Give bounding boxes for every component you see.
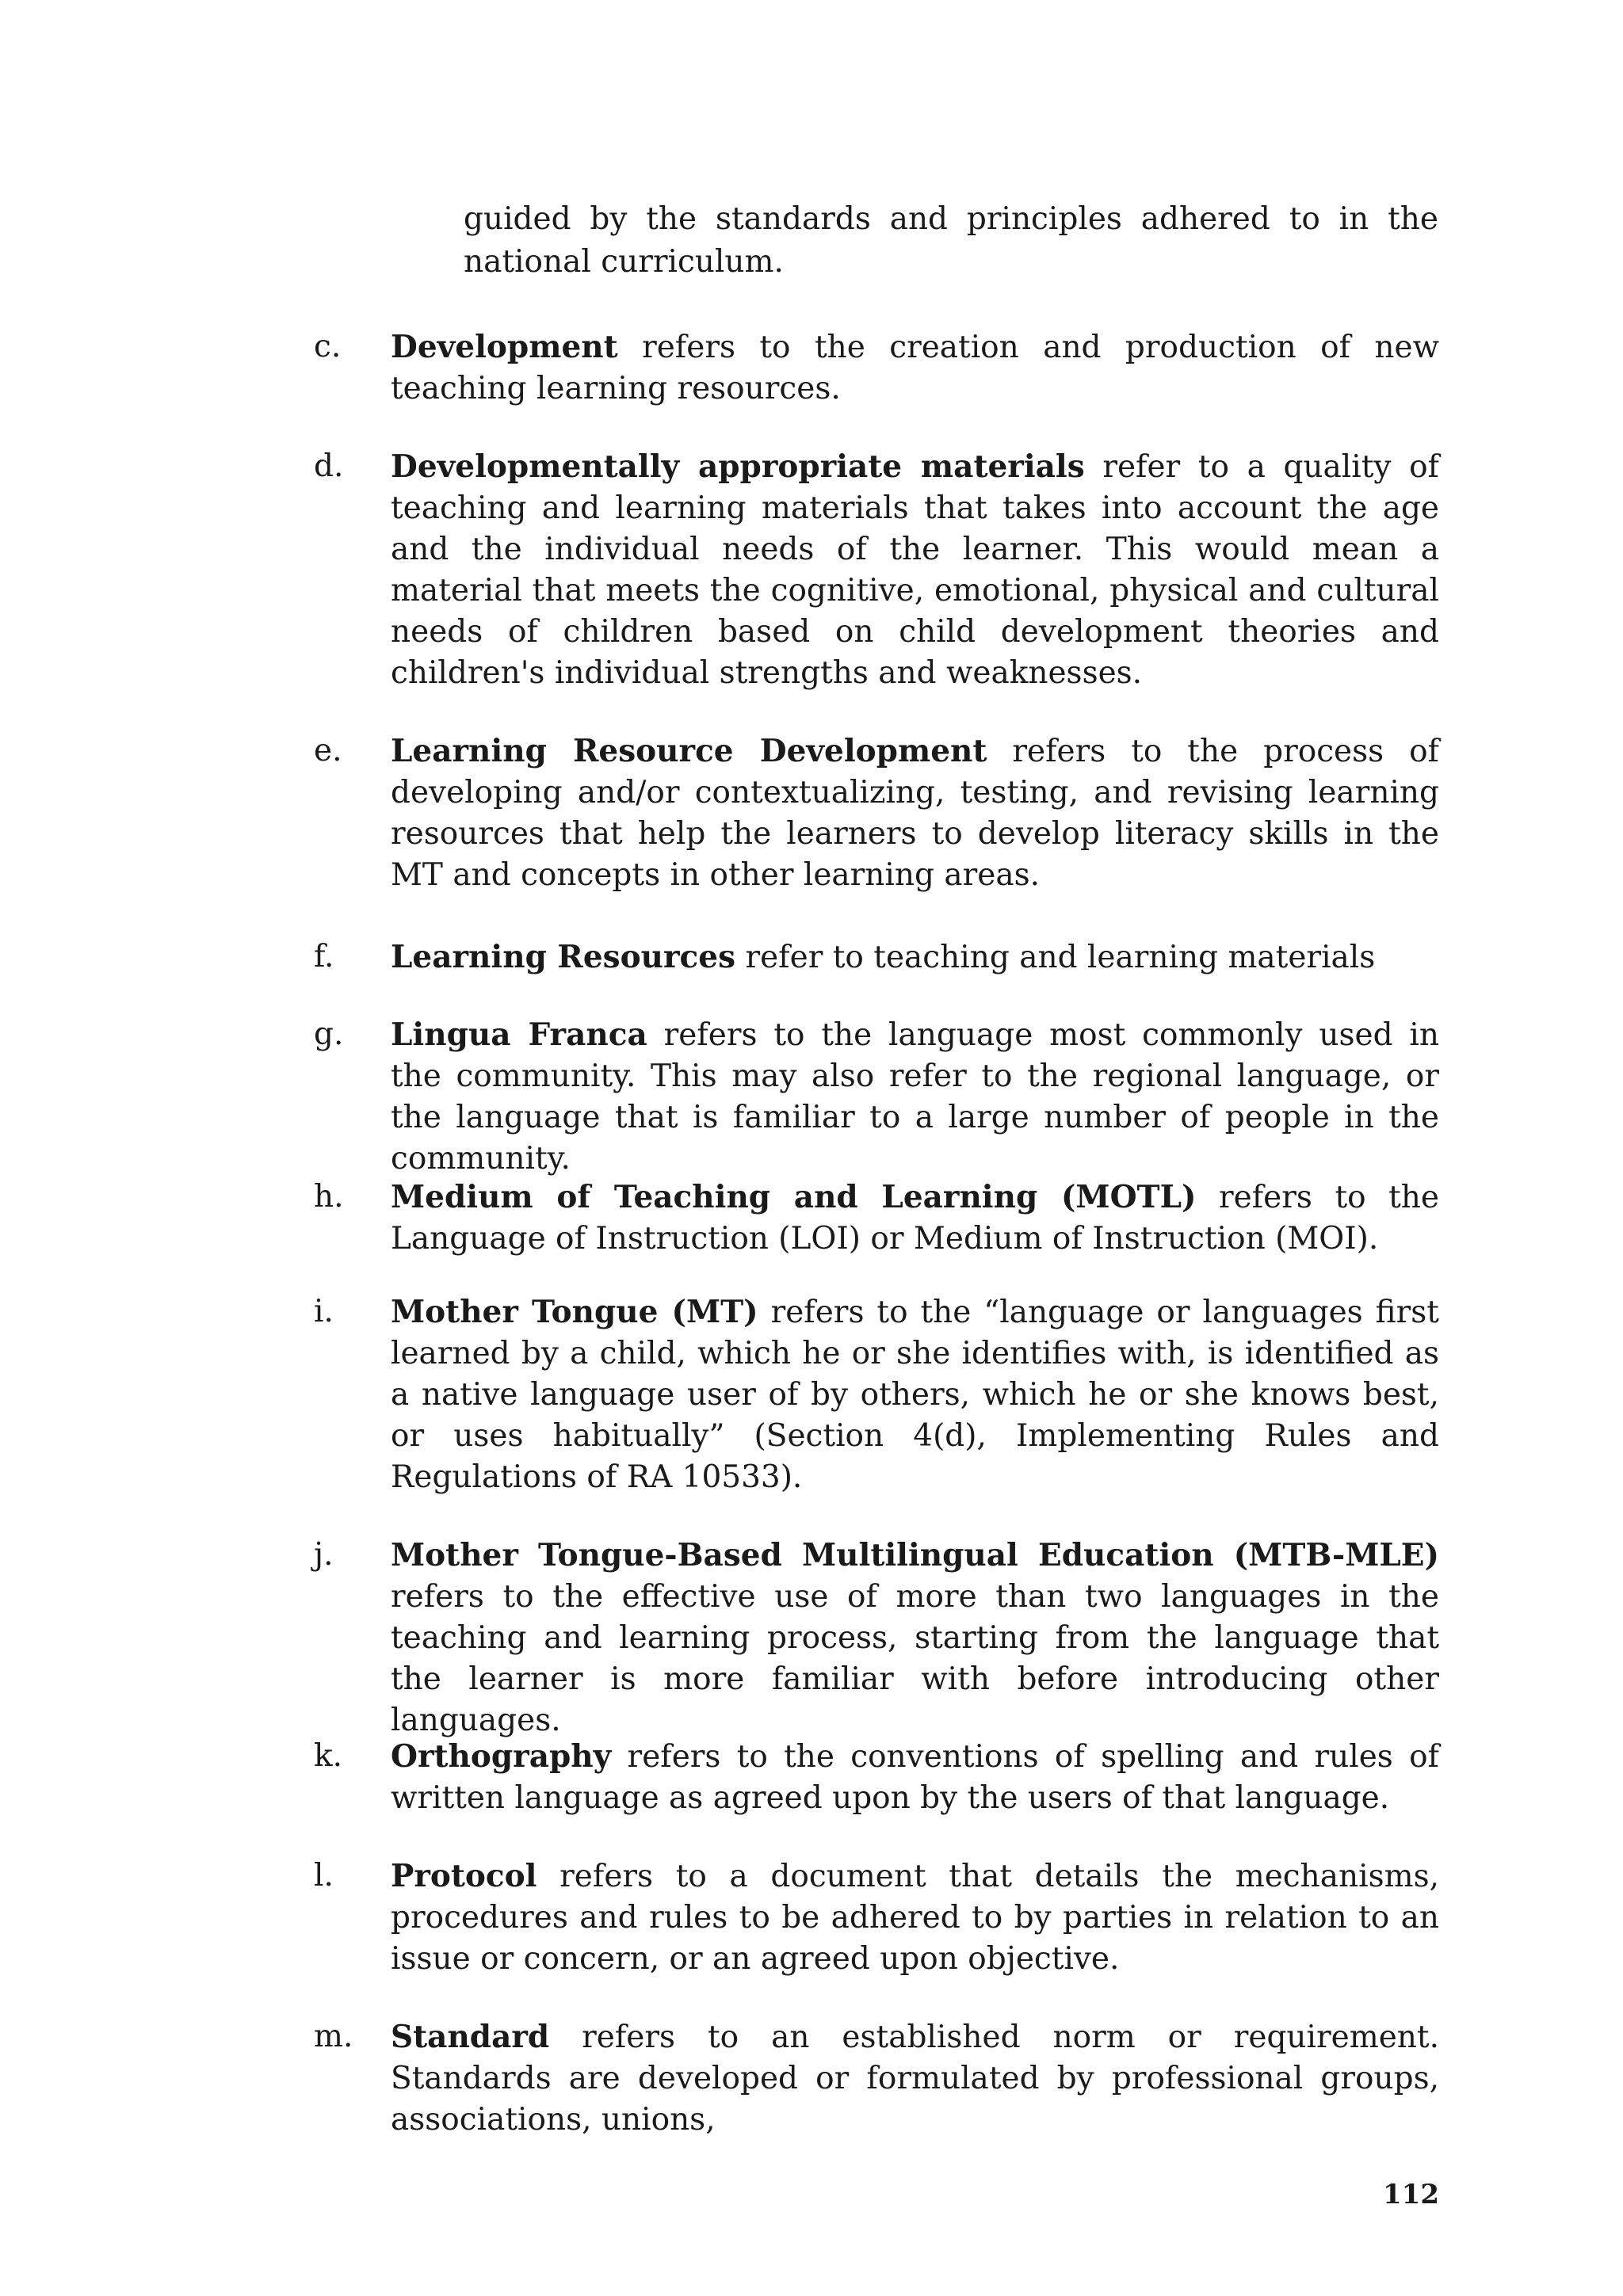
- item-term: Standard: [391, 2019, 550, 2055]
- item-term: Protocol: [391, 1858, 537, 1894]
- item-body: [391, 1291, 1439, 1498]
- item-text: refers to the process of developing and/or contextualizing, testing, and revising learning resources that help the learners to develop literacy skills in the MT and concepts in other learning areas.: [391, 734, 1439, 893]
- definition-item-e: [314, 730, 1439, 896]
- item-marker: e.: [314, 733, 342, 769]
- item-body: [391, 446, 1439, 694]
- item-text: refers to the language most commonly used in the community. This may also refer to the regional language, or the language that is familiar to a large number of people in the community.: [391, 1017, 1439, 1177]
- definition-item-m: [314, 2016, 1439, 2141]
- item-body: [391, 1014, 1439, 1180]
- item-term: Mother Tongue-Based Multilingual Education (MTB-MLE): [391, 1537, 1439, 1573]
- item-term: Learning Resources: [391, 939, 736, 975]
- item-text: refers to the “language or languages first learned by a child, which he or she identifies with, is identified as a native language user of by others, which he or she knows best, or uses habitually” (Section 4(d), Implementing Rules and Regulations of RA 10533).: [391, 1295, 1439, 1495]
- definition-item-c: [314, 326, 1439, 410]
- item-text: refers to the effective use of more than two languages in the teaching and learning process, starting from the language that the learner is more familiar with before introducing other languages.: [391, 1579, 1439, 1738]
- item-text: refer to a quality of teaching and learning materials that takes into account the age and the individual needs of the learner. This would mean a material that meets the cognitive, emotional, physical and cultural needs of children based on child development theories and children's individual strengths and weaknesses.: [391, 449, 1439, 691]
- definition-item-k: [314, 1736, 1439, 1819]
- item-marker: g.: [314, 1016, 344, 1052]
- item-term: Developmentally appropriate materials: [391, 448, 1085, 485]
- page-number: 112: [1383, 2179, 1439, 2210]
- item-text: refers to an established norm or requirement. Standards are developed or formulated by professional groups, associations, unions,: [391, 2019, 1439, 2138]
- item-body: [391, 730, 1439, 896]
- item-body: [391, 1535, 1439, 1741]
- definition-item-d: [314, 446, 1439, 694]
- item-marker: k.: [314, 1738, 343, 1774]
- intro-paragraph: guided by the standards and principles adhered to in the national curriculum.: [464, 201, 1438, 280]
- item-marker: h.: [314, 1179, 344, 1215]
- definition-item-f: [314, 936, 1439, 978]
- item-body: [391, 2016, 1439, 2141]
- item-body: [391, 1177, 1439, 1260]
- item-text: refers to a document that details the mechanisms, procedures and rules to be adhered to by parties in relation to an issue or concern, or an agreed upon objective.: [391, 1859, 1439, 1977]
- item-term: Lingua Franca: [391, 1016, 647, 1053]
- item-body: [391, 1736, 1439, 1819]
- item-marker: m.: [314, 2019, 353, 2054]
- item-marker: l.: [314, 1858, 334, 1894]
- item-term: Learning Resource Development: [391, 733, 987, 769]
- item-marker: f.: [314, 939, 334, 974]
- item-body: [391, 1855, 1439, 1980]
- item-body: [391, 326, 1439, 410]
- definition-item-l: [314, 1855, 1439, 1980]
- definition-item-i: [314, 1291, 1439, 1498]
- item-term: Orthography: [391, 1738, 612, 1775]
- item-text: refers to the Language of Instruction (LOI) or Medium of Instruction (MOI).: [391, 1180, 1440, 1257]
- item-marker: d.: [314, 448, 344, 484]
- definition-item-j: [314, 1535, 1439, 1741]
- item-term: Mother Tongue (MT): [391, 1294, 758, 1330]
- item-text: refer to teaching and learning materials: [745, 940, 1376, 975]
- item-marker: i.: [314, 1294, 334, 1329]
- item-body: [391, 936, 1439, 978]
- item-text: refers to the creation and production of new teaching learning resources.: [391, 330, 1440, 406]
- definition-item-g: [314, 1014, 1439, 1180]
- item-text: refers to the conventions of spelling and rules of written language as agreed upon by the users of that language.: [391, 1739, 1439, 1816]
- item-marker: j.: [314, 1537, 334, 1573]
- item-term: Medium of Teaching and Learning (MOTL): [391, 1179, 1197, 1215]
- item-marker: c.: [314, 329, 342, 364]
- definition-item-h: [314, 1177, 1439, 1260]
- item-term: Development: [391, 329, 618, 365]
